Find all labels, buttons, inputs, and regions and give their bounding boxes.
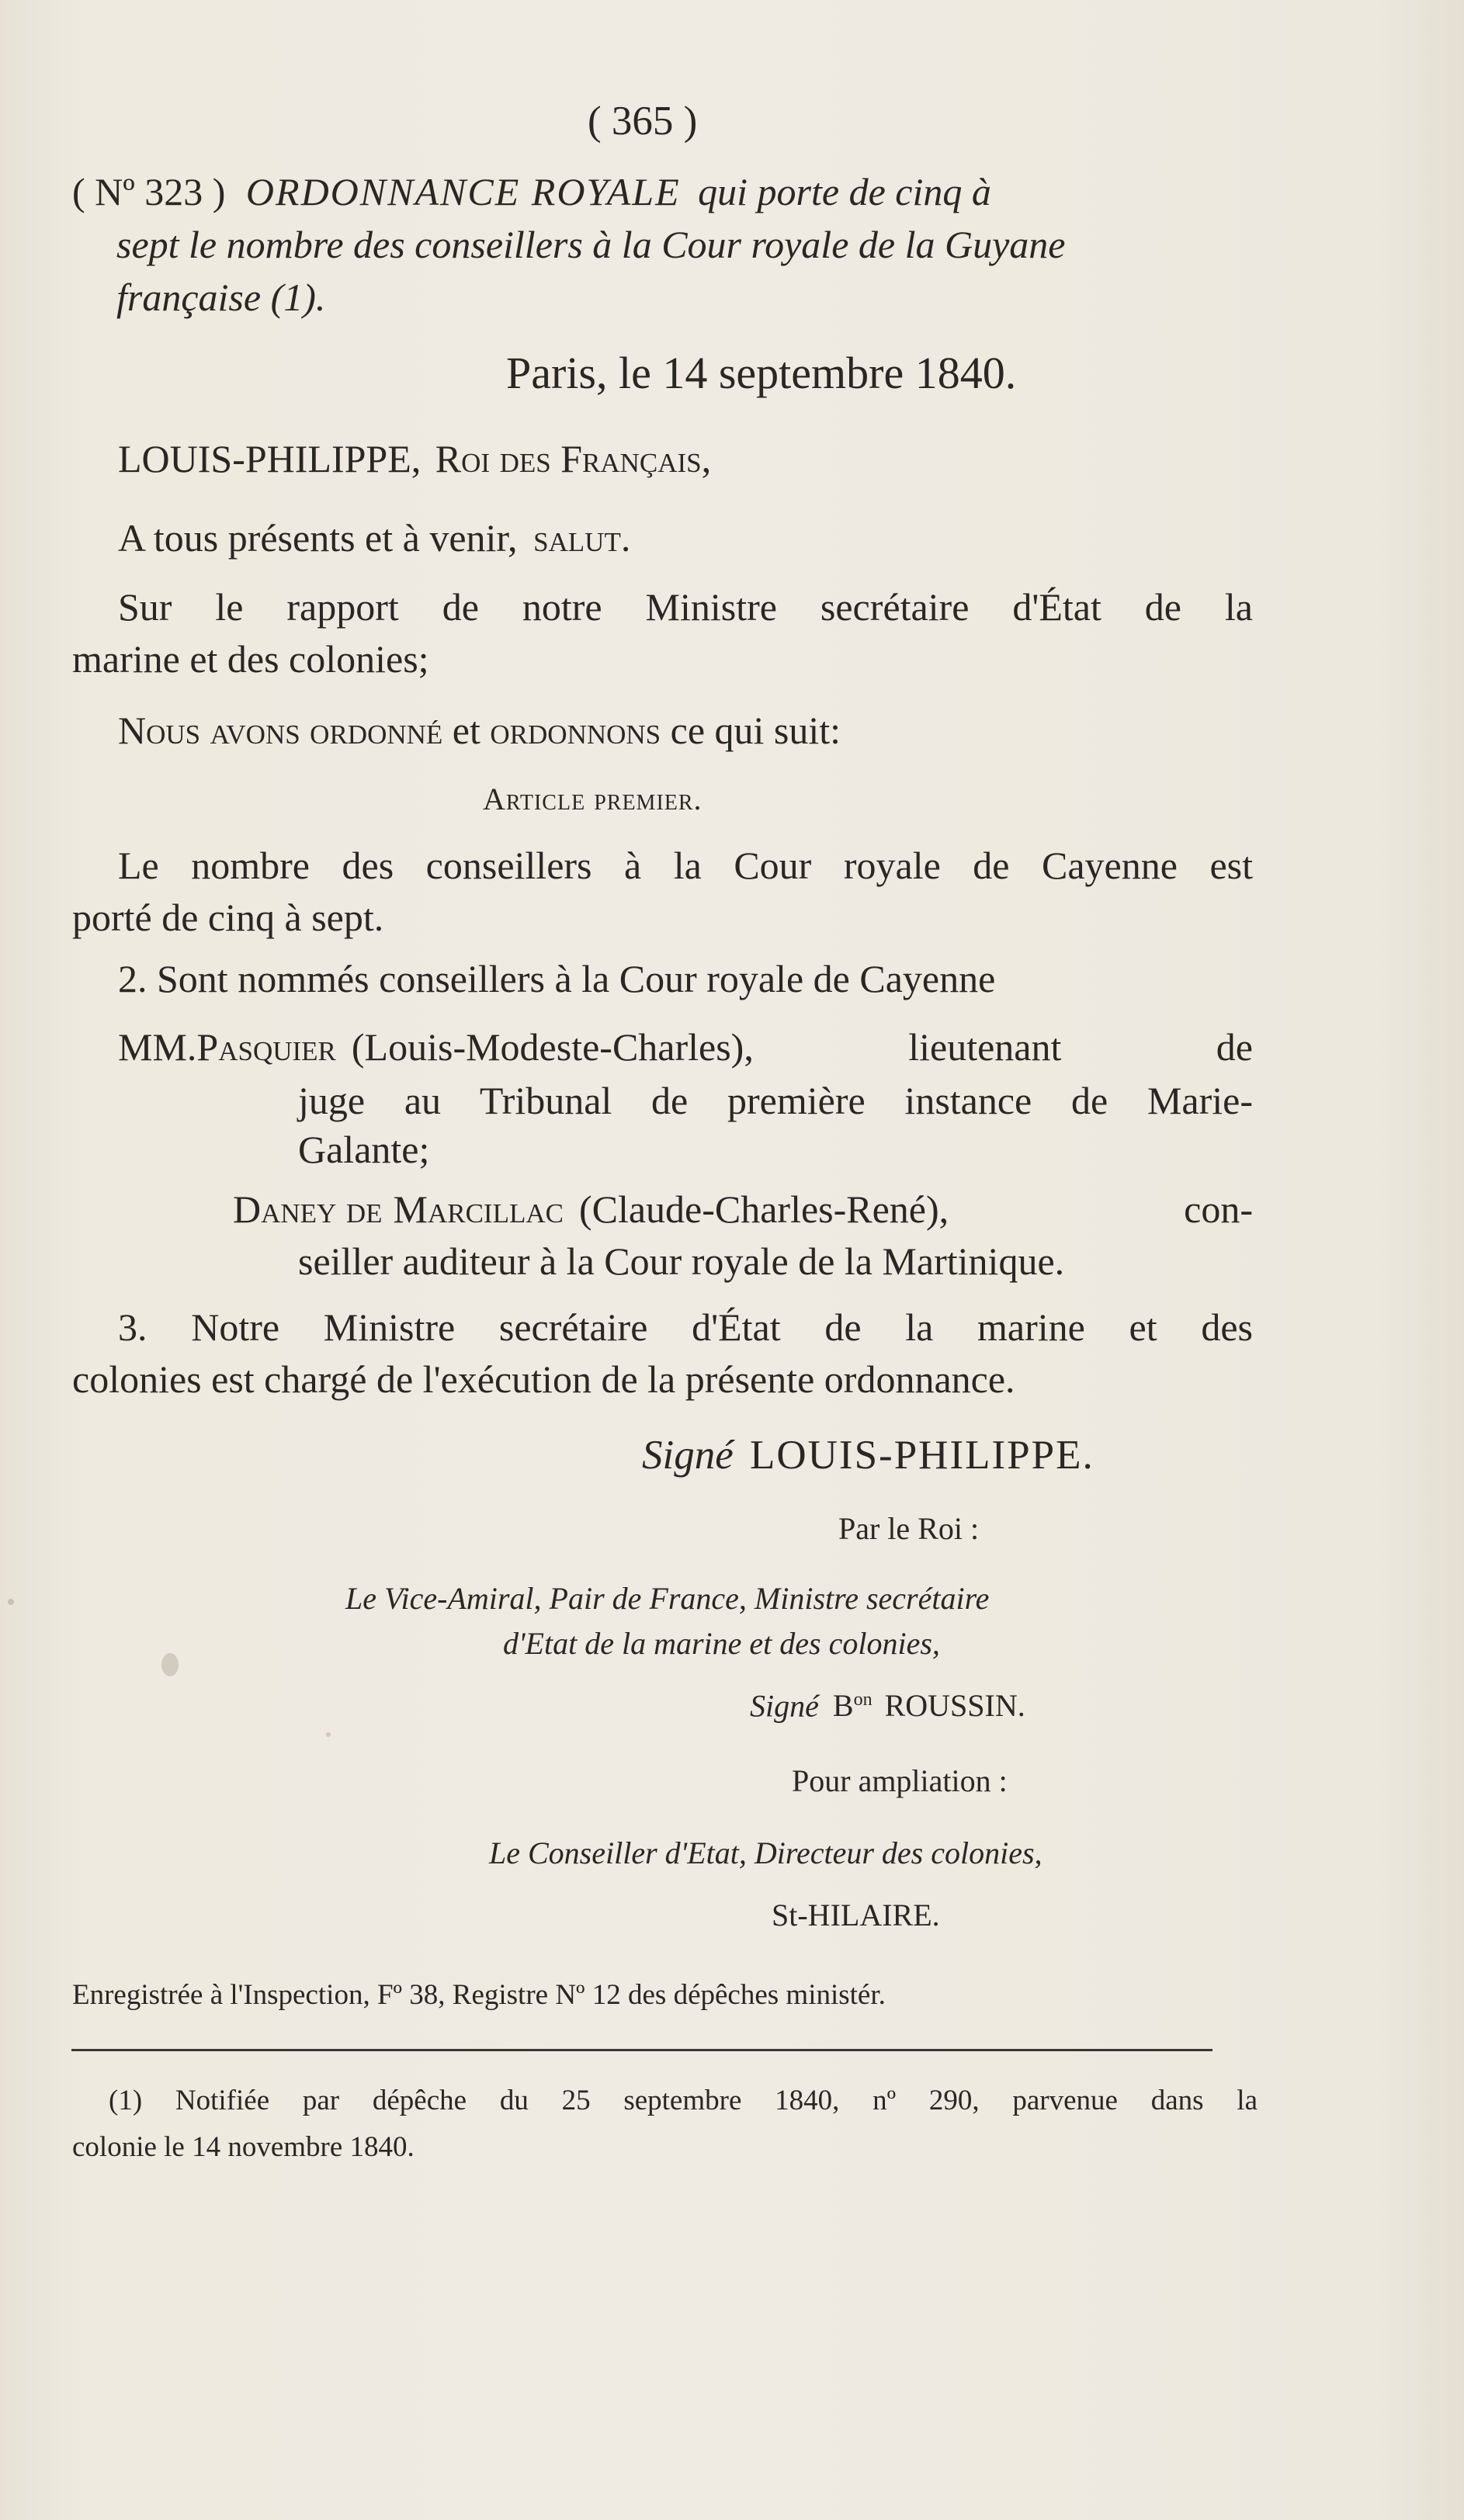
- conseiller-line: Le Conseiller d'Etat, Directeur des colonies,: [489, 1835, 1042, 1870]
- paper-speck: [8, 1599, 14, 1605]
- footnote-rule: [71, 2049, 1212, 2051]
- preamble-line-1: Sur le rapport de notre Ministre secrétaire d'État de la: [118, 585, 1253, 629]
- ordering-clause: [118, 711, 841, 750]
- minister-line-2: d'Etat de la marine et des colonies,: [503, 1626, 940, 1661]
- ordinance-number: ( Nº 323 ): [72, 170, 226, 213]
- king-name: LOUIS-PHILIPPE,: [118, 437, 422, 480]
- ordinance-heading-line-3: française (1).: [116, 276, 326, 319]
- minister-signature: [750, 1688, 1025, 1724]
- king-title: Roi des Français,: [435, 437, 712, 480]
- dateline: Paris, le 14 septembre 1840.: [506, 348, 1017, 398]
- minister-signature-prefix: Signé: [750, 1688, 819, 1724]
- ordering-part-4: ce qui suit:: [670, 709, 841, 752]
- appointee-prefix: MM.: [118, 1025, 197, 1069]
- article-premier-heading: Article premier.: [483, 782, 703, 816]
- appointee-1-line-1: [118, 1025, 1253, 1069]
- appointee-2-line-1: [233, 1187, 1253, 1231]
- king-signature-prefix: Signé: [642, 1433, 734, 1478]
- appointee-1-rest: (Louis-Modeste-Charles), lieutenant de: [351, 1025, 1253, 1069]
- preamble-line-2: marine et des colonies;: [72, 637, 429, 681]
- par-le-roi: Par le Roi :: [838, 1511, 980, 1546]
- salutation: [118, 516, 631, 560]
- ordering-part-3: ordonnons: [490, 709, 661, 752]
- paper-speck: [161, 1653, 179, 1676]
- king-line: [118, 439, 711, 478]
- appointee-2-name-a: Daney de: [233, 1187, 383, 1231]
- minister-signature-name-a: B: [832, 1688, 854, 1724]
- article-2-intro: 2. Sont nommés conseillers à la Cour royale de Cayenne: [118, 957, 996, 1000]
- appointee-1-line-2: juge au Tribunal de première instance de Marie-: [298, 1079, 1253, 1122]
- registration-line: Enregistrée à l'Inspection, Fº 38, Registre Nº 12 des dépêches ministér.: [72, 1979, 886, 2011]
- salutation-salut: salut.: [533, 516, 631, 560]
- ordinance-title-caps: ORDONNANCE ROYALE: [245, 170, 681, 213]
- footnote-line-1: (1) Notifiée par dépêche du 25 septembre 1840, nº 290, parvenue dans la: [109, 2085, 1258, 2116]
- appointee-2-name-b: Marcillac: [393, 1187, 564, 1231]
- ordinance-title-rest: qui porte de cinq à: [698, 170, 991, 213]
- article-3-line-1: 3. Notre Ministre secrétaire d'État de la marine et des: [118, 1305, 1253, 1349]
- conseiller-name: St-HILAIRE.: [772, 1898, 940, 1932]
- ordering-part-1: Nous avons ordonné: [118, 709, 443, 752]
- ampliation: Pour ampliation :: [792, 1763, 1008, 1798]
- salutation-text: A tous présents et à venir,: [118, 516, 518, 560]
- article-premier-line-1: Le nombre des conseillers à la Cour royale de Cayenne est: [118, 844, 1253, 887]
- appointee-1-line-3: Galante;: [298, 1128, 430, 1171]
- footnote-line-2: colonie le 14 novembre 1840.: [72, 2131, 415, 2163]
- appointee-1-name: Pasquier: [196, 1025, 336, 1069]
- paper-speck: [326, 1732, 331, 1737]
- minister-signature-name-sup: on: [853, 1690, 873, 1710]
- appointee-2-rest: (Claude-Charles-René), con-: [578, 1187, 1253, 1231]
- minister-signature-name-b: ROUSSIN.: [884, 1688, 1025, 1724]
- ordinance-heading-line-1: [72, 172, 991, 211]
- ordering-part-2: et: [452, 709, 480, 752]
- article-3-line-2: colonies est chargé de l'exécution de la présente ordonnance.: [72, 1357, 1015, 1401]
- article-premier-line-2: porté de cinq à sept.: [72, 896, 384, 939]
- minister-line-1: Le Vice-Amiral, Pair de France, Ministre secrétaire: [345, 1581, 990, 1616]
- page-number: ( 365 ): [588, 99, 698, 144]
- king-signature-name: LOUIS-PHILIPPE.: [750, 1433, 1095, 1478]
- king-signature: [642, 1435, 1095, 1476]
- ordinance-heading-line-2: sept le nombre des conseillers à la Cour royale de la Guyane: [116, 223, 1066, 266]
- appointee-2-line-2: seiller auditeur à la Cour royale de la Martinique.: [298, 1239, 1065, 1283]
